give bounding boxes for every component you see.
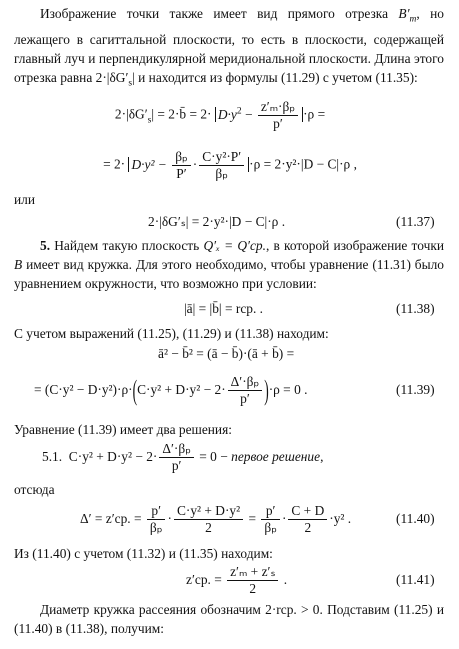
eq8-f4-num: C + D bbox=[288, 504, 327, 520]
paragraph-diameter: Диаметр кружка рассеяния обозначим 2·rср. > 0. Подставим (11.25) и (11.40) в (11.38), получим: bbox=[14, 602, 444, 636]
eq8-eq: = bbox=[245, 511, 260, 526]
eq1-bar-start: D·y bbox=[217, 106, 237, 122]
eq8-f3 bbox=[261, 504, 280, 535]
eq8-tail: ·y² . bbox=[329, 511, 352, 526]
step-5-number: 5. bbox=[40, 238, 51, 253]
step-5-point: B bbox=[14, 257, 23, 272]
eq9-lead: z′ср. = bbox=[186, 572, 226, 587]
eq6-fraction bbox=[228, 375, 263, 406]
eq8-f4-den: 2 bbox=[304, 520, 312, 536]
paragraph-from-1140: Из (11.40) с учетом (11.32) и (11.35) находим: bbox=[14, 546, 273, 561]
eq6-inner: C·y² + D·y² − 2· bbox=[137, 382, 226, 397]
equation-7 bbox=[42, 440, 323, 474]
eq1-bar-pow: 2 bbox=[236, 106, 242, 117]
intro-symbol-sub: m bbox=[409, 14, 417, 25]
intro-expr-end: | bbox=[132, 69, 135, 85]
eq8-f1 bbox=[147, 504, 166, 535]
eq2-f2-num: C·y²·P′ bbox=[199, 150, 244, 166]
intro-text-a: Изображение точки также имеет вид прямого отрезка bbox=[40, 6, 389, 21]
eq2-dot: · bbox=[192, 156, 198, 172]
eq9-num: z′ₘ + z′ₛ bbox=[227, 565, 278, 581]
eq6-num: Δ′·βₚ bbox=[228, 375, 263, 391]
eq8-f2-num: C·y² + D·y² bbox=[174, 504, 243, 520]
eq8-lead: Δ′ = z′ср. = bbox=[80, 511, 145, 526]
eq1-lhs: 2·|δG′ bbox=[114, 106, 148, 122]
equation-9 bbox=[186, 562, 287, 598]
eq2-f1-num: βₚ bbox=[172, 150, 191, 166]
eq2-tail: ·ρ = 2·y²·|D − C|·ρ , bbox=[249, 156, 357, 172]
equation-3: 2·|δG′ₛ| = 2·y²·|D − C|·ρ . bbox=[148, 214, 286, 229]
equation-6-number: (11.39) bbox=[396, 382, 435, 397]
step-5-text-a: Найдем такую плоскость bbox=[50, 238, 204, 253]
step-5-text-c: имеет вид кружка. Для этого необходимо, чтобы уравнение (11.31) было уравнением окружности, что возможно при условии: bbox=[14, 257, 444, 291]
eq7-end: , bbox=[320, 449, 324, 464]
eq6-open-paren: ( bbox=[132, 374, 138, 406]
eq8-f1-den: βₚ bbox=[149, 520, 163, 536]
or-word: или bbox=[14, 192, 36, 207]
equation-4: |ā| = |b̄| = rср. . bbox=[184, 301, 263, 316]
eq9-tail: . bbox=[280, 572, 288, 587]
from-here-word: отсюда bbox=[14, 482, 55, 497]
eq8-f2 bbox=[174, 504, 243, 535]
eq7-fraction bbox=[159, 442, 194, 473]
step-5-plane: Q′ₓ = Q′ср. bbox=[203, 238, 266, 253]
eq2-lead: = 2· bbox=[103, 156, 126, 172]
eq6-lead: = (C·y² − D·y²)·ρ· bbox=[34, 382, 133, 397]
equation-1 bbox=[20, 100, 420, 131]
eq7-label: 5.1. bbox=[42, 449, 63, 464]
paragraph-considering: С учетом выражений (11.25), (11.29) и (11.38) находим: bbox=[14, 326, 329, 341]
eq1-mid: | = 2·b̄ = 2· bbox=[151, 106, 212, 122]
intro-symbol: B′ bbox=[398, 6, 410, 21]
equation-6 bbox=[34, 372, 307, 409]
paragraph-intro bbox=[14, 4, 444, 93]
eq6-tail: ·ρ = 0 . bbox=[268, 382, 308, 397]
eq1-minus: − bbox=[241, 106, 256, 122]
eq9-fraction bbox=[227, 565, 278, 596]
intro-expr: 2·|δG′ bbox=[95, 69, 129, 85]
eq8-f4 bbox=[288, 504, 327, 535]
intro-text-c: и находится из формулы (11.29) с учетом (11.35): bbox=[134, 69, 418, 85]
eq1-tail: ·ρ = bbox=[303, 106, 326, 122]
eq8-f3-num: p′ bbox=[261, 504, 280, 520]
eq2-fraction-1 bbox=[172, 150, 191, 181]
eq7-den: p′ bbox=[171, 458, 182, 474]
eq2-abs-group bbox=[128, 149, 249, 181]
eq1-numerator: z′ₘ·βₚ bbox=[258, 100, 298, 116]
eq7-eq: = 0 − bbox=[195, 449, 232, 464]
equation-8-number: (11.40) bbox=[396, 511, 435, 526]
eq1-abs-group bbox=[215, 99, 303, 131]
intro-text-b: , но лежащего в сагиттальной плоскости, то есть в плоскости, содержащей главный луч и перпендикулярной меридиональной плоскости. Длина этого отрезка равна bbox=[14, 6, 444, 85]
eq9-den: 2 bbox=[249, 581, 257, 597]
eq2-fraction-2 bbox=[199, 150, 244, 181]
eq2-f2-den: βₚ bbox=[215, 166, 228, 181]
eq1-denominator: p′ bbox=[273, 116, 283, 131]
equation-4-number: (11.38) bbox=[396, 301, 435, 316]
eq1-fraction bbox=[258, 100, 298, 131]
paragraph-two-solutions: Уравнение (11.39) имеет два решения: bbox=[14, 422, 232, 437]
eq8-f1-num: p′ bbox=[147, 504, 166, 520]
equation-3-number: (11.37) bbox=[396, 214, 435, 229]
equation-2 bbox=[30, 150, 430, 181]
eq7-num: Δ′·βₚ bbox=[159, 442, 194, 458]
eq7-note: первое решение bbox=[231, 449, 321, 464]
eq2-part1: D·y² − bbox=[131, 156, 171, 172]
equation-5: ā² − b̄² = (ā − b̄)·(ā + b̄) = bbox=[158, 346, 295, 361]
equation-9-number: (11.41) bbox=[396, 572, 435, 587]
eq2-f1-den: P′ bbox=[176, 166, 187, 181]
equation-8: Δ′ = z′ср. = $\frac{p'}{\text{βₚ}}$ · $\frac{\text{C·y² + D·y²}}{2}$ = $\frac{p'}{\text{βₚ}}$ · $\frac{C + D}{2}$ ·y² . bbox=[80, 503, 352, 536]
eq6-den: p′ bbox=[240, 391, 250, 407]
paragraph-step-5 bbox=[14, 236, 444, 293]
eq7-expr: C·y² + D·y² − 2· bbox=[68, 449, 158, 464]
eq1-lhs-sub: s bbox=[147, 115, 152, 126]
eq8-f3-den: βₚ bbox=[264, 520, 277, 536]
intro-expr-sub: s bbox=[128, 78, 133, 89]
eq8-f2-den: 2 bbox=[205, 520, 212, 536]
step-5-text-b: , в которой изображение точки bbox=[265, 238, 444, 253]
eq6-close-paren: ) bbox=[264, 374, 269, 406]
